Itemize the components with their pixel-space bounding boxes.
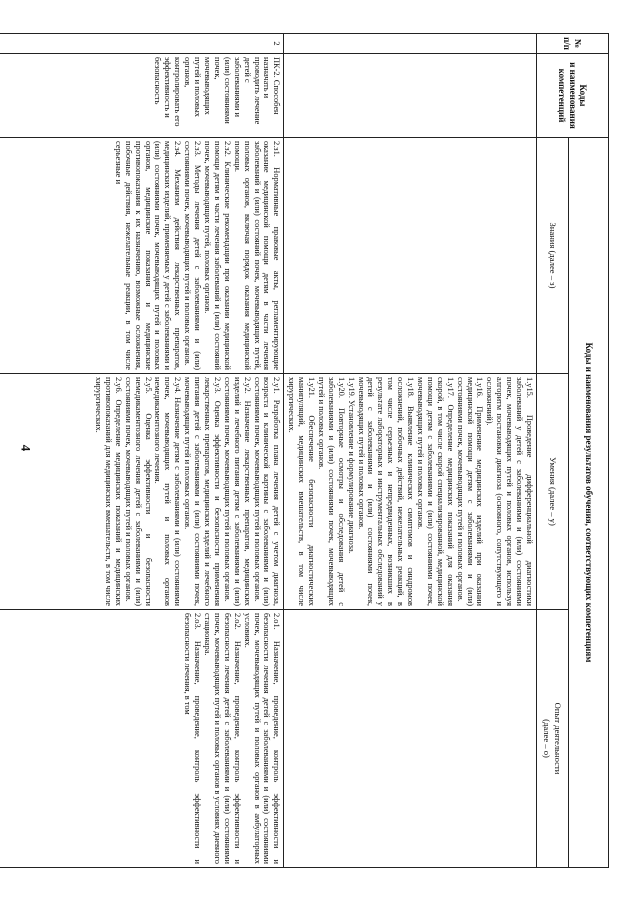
- table-row-pk2: [0, 34, 284, 868]
- cell-skills: 2.у1. Разработка плана лечения детей с учетом диагноза, возраста и клинической картины с заболеваниями и (или) состояниями почек, мочевыводящих путей и половых органов. 2.у2. Назначение лекарственных препаратов, медицинских изделий и лечебного питания детям с заболеваниями и (или) состояниями почек, мочевыводящих путей и половых органов. 2.у3. Оценка эффективности и безопасности применения лекарственных препаратов, медицинских изделий и лечебного питания детей с заболеваниями и (или) состояниями почек, мочевыводящих путей и половых органов. 2.у4. Назначение детям с заболеваниями и (или) состояниями почек, мочевыводящих путей и половых органов немедикаментозного лечения. 2.у5. Оценка эффективности и безопасности немедикаментозного лечения детей с заболеваниями и (или) состояниями почек, мочевыводящих путей и половых органов. 2.у6. Определение медицинских показаний и медицинских противопоказаний для медицинских вмешательств, в том числе хирургических.: [0, 374, 284, 610]
- cell-num: 2: [0, 34, 284, 54]
- header-skills: Умения (далее – у): [537, 374, 569, 610]
- header-knowledge: Знания (далее – з): [537, 138, 569, 374]
- header-row-1: [569, 34, 609, 868]
- header-num: № п/п: [537, 34, 609, 54]
- rotated-table-container: [33, 33, 609, 867]
- cell-knowledge: [284, 138, 537, 374]
- competencies-table: [0, 33, 609, 868]
- cell-num: [284, 34, 537, 54]
- cell-skills: 1.у15. Проведение дифференциальной диагностики заболеваний у детей с заболеваниями и (или) состояниями почек, мочевыводящих путей и половых органов, используя алгоритм постановки диагноза (основного, сопутствующего и осложнений). 1.у16. Применение медицинских изделий при оказании медицинской помощи детям с заболеваниями и (или) состояниями почек, мочевыводящих путей и половых органов. 1.у17. Определение медицинских показаний для оказания скорой, в том числе скорой специализированной, медицинской помощи детям с заболеваниями и (или) состояниями почек, мочевыводящих путей и половых органов. 1.у18. Выявление клинических симптомов и синдромов осложнений, побочных действий, нежелательных реакций, в том числе серьезных и непредвиденных, возникших в результате лабораторных и инструментальных обследований у детей с заболеваниями и (или) состояниями почек, мочевыводящих путей и половых органов. 1.у19. Установление и формулирование диагноза. 1.у20. Повторные осмотры и обследования детей с заболеваниями и (или) состояниями почек, мочевыводящих путей и половых органов. 1.у21. Обеспечение безопасности диагностических манипуляций, медицинских вмешательств, в том числе хирургических.: [284, 374, 537, 610]
- page-number: 4: [18, 444, 34, 452]
- header-row-2: [537, 34, 569, 868]
- cell-knowledge: 2.з1. Нормативные правовые акты, регламентирующие оказание медицинской помощи детям в части лечения заболеваний и (или) состояний почек, мочевыводящих путей, половых органов, включая порядок оказания медицинской помощи. 2.з2. Клинические рекомендации при оказании медицинской помощи детям в части лечения заболеваний и (или) состояний почек, мочевыводящих путей, половых органов. 2.з3. Методы лечения детей с заболеваниями и (или) состояниями почек, мочевыводящих путей и половых органов. 2.з4. Механизм действия лекарственных препаратов, медицинских изделий, применяемых у детей с заболеваниями и (или) состояниями почек, мочевыводящих путей и половых органов, медицинские показания и медицинские противопоказания к их назначению, возможные осложнения, побочные действия, нежелательные реакции, в том числе серьезные и: [0, 138, 284, 374]
- table-row-continued: [284, 34, 537, 868]
- cell-experience: 2.о1. Назначение, проведение, контроль эффективности и безопасности лечения детей с заболеваниями и (или) состояниями почек, мочевыводящих путей и половых органов в амбулаторных условиях. 2.о2. Назначение, проведение, контроль эффективности и безопасности лечения детей с заболеваниями и (или) состояниями почек, мочевыводящих путей и половых органов в условиях дневного стационара. 2.о3. Назначение, проведение, контроль эффективности и безопасности лечения, в том: [0, 610, 284, 868]
- header-results-group: Коды и наименования результатов обучения, соответствующих компетенциям: [569, 138, 609, 868]
- cell-code: ПК-2. Способен назначать и проводить лечение детей с заболеваниями и (или) состояниями почек, мочевыводящих путей и половых органов, контролировать его эффективность и безопасность: [0, 54, 284, 138]
- cell-experience: [284, 610, 537, 868]
- cell-code: [284, 54, 537, 138]
- header-experience: Опыт деятельности (далее – о): [537, 610, 569, 868]
- header-codes: Коды и наименования компетенций: [537, 54, 609, 138]
